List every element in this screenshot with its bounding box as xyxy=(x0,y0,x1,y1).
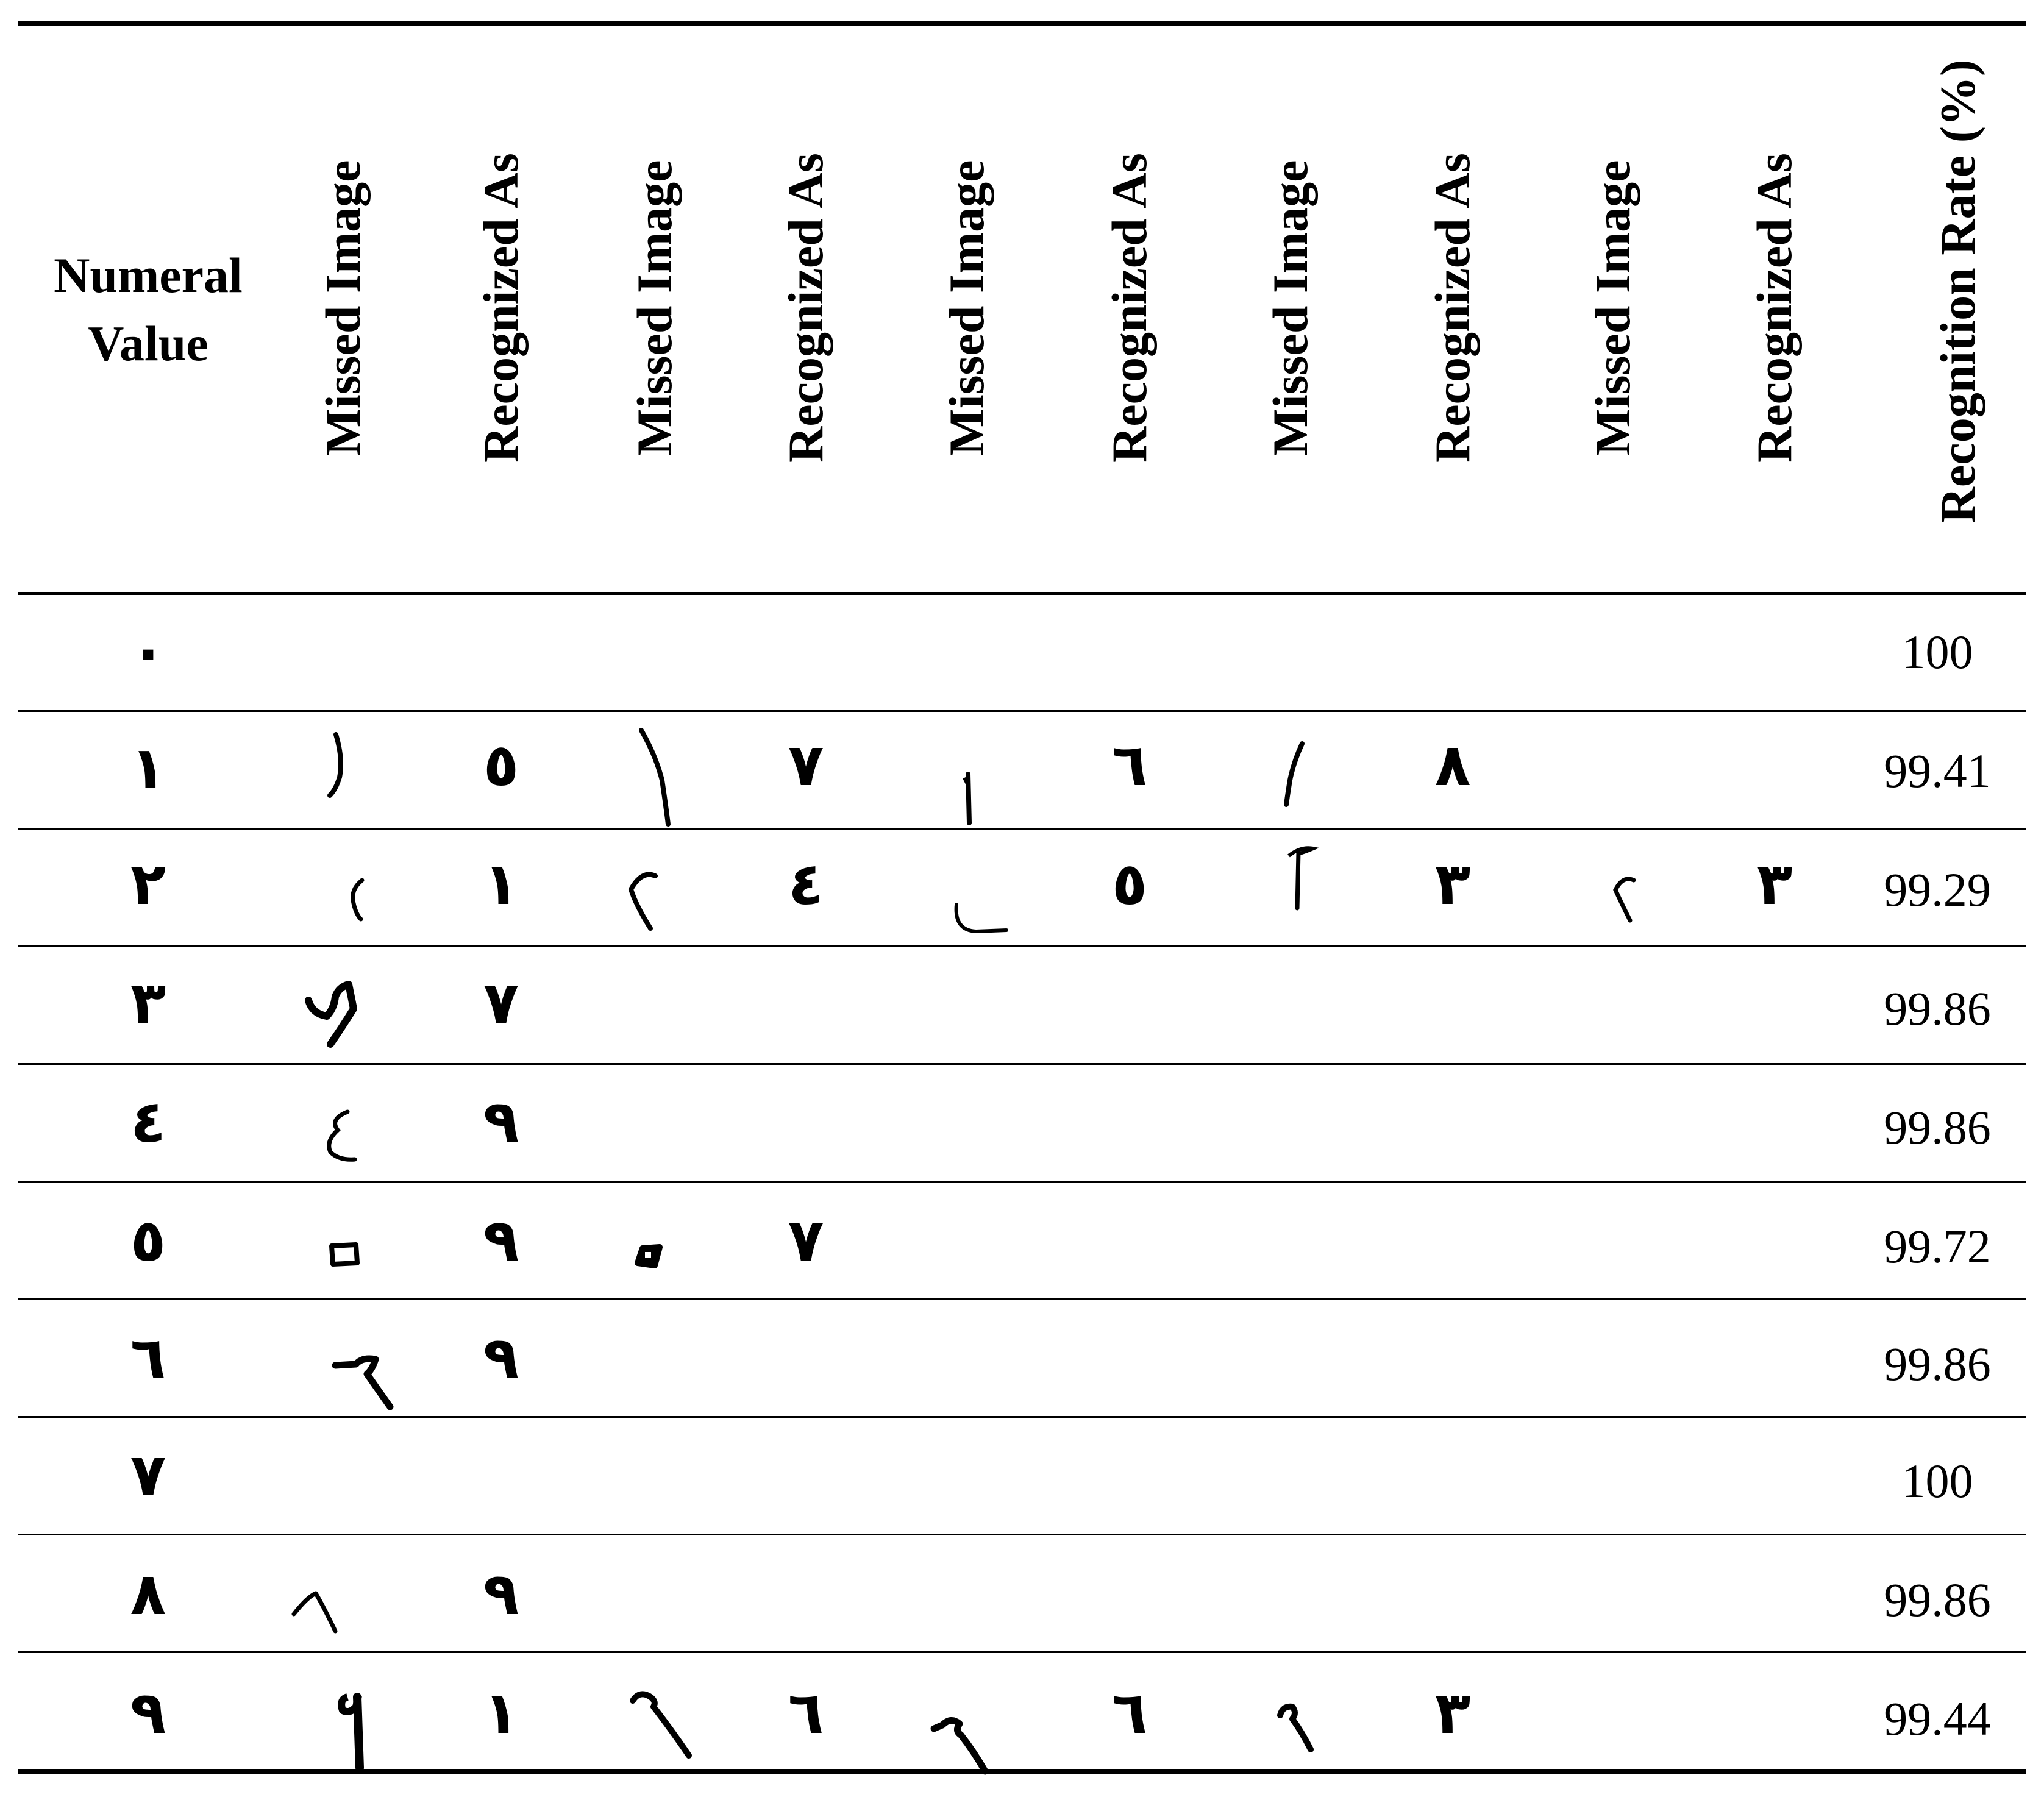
recognized-as-cell: ٧ xyxy=(483,969,519,1037)
recognized-as-cell: ٦ xyxy=(1111,1679,1148,1747)
missed-image xyxy=(329,1341,402,1414)
numeral-value-cell: ٦ xyxy=(130,1324,166,1392)
missed-image xyxy=(1275,738,1312,811)
recognized-as-cell: ٣ xyxy=(1756,850,1793,918)
missed-image xyxy=(313,728,355,808)
missed-image xyxy=(1268,1695,1329,1762)
recognized-as-cell: ٥ xyxy=(483,731,519,799)
row-rule xyxy=(18,710,2026,712)
missed-image xyxy=(1280,841,1329,920)
numeral-value-cell: ٩ xyxy=(130,1679,166,1747)
numeral-value-cell: ٠ xyxy=(130,617,166,685)
missed-image xyxy=(323,1237,366,1274)
header-recognized-as: Recognized As xyxy=(778,153,833,463)
header-rule xyxy=(18,592,2026,595)
recognition-rate-cell: 99.44 xyxy=(1884,1692,1991,1745)
recognition-rate-cell: 99.72 xyxy=(1884,1220,1991,1273)
numeral-value-cell: ٢ xyxy=(130,850,166,918)
header-missed-image: Missed Image xyxy=(1585,160,1640,456)
header-missed-image: Missed Image xyxy=(627,160,682,456)
missed-image xyxy=(613,863,668,936)
missed-image xyxy=(927,1701,1006,1780)
recognized-as-cell: ٧ xyxy=(788,731,824,799)
bottom-rule xyxy=(18,1769,2026,1774)
recognized-as-cell: ١ xyxy=(483,1679,519,1747)
row-rule xyxy=(18,1416,2026,1418)
row-rule xyxy=(18,1181,2026,1183)
header-missed-image: Missed Image xyxy=(1262,160,1318,456)
recognized-as-cell: ٥ xyxy=(1111,850,1148,918)
recognized-as-cell: ٨ xyxy=(1434,731,1471,799)
numeral-value-cell: ٥ xyxy=(130,1206,166,1275)
header-recognized-as: Recognized As xyxy=(1747,153,1802,463)
recognized-as-cell: ٩ xyxy=(483,1560,519,1628)
numeral-value-cell: ٣ xyxy=(130,969,166,1037)
row-rule xyxy=(18,1063,2026,1065)
recognition-rate-cell: 99.86 xyxy=(1884,1337,1991,1390)
missed-image xyxy=(955,762,985,829)
header-recognized-as: Recognized As xyxy=(473,153,529,463)
recognized-as-cell: ٤ xyxy=(788,850,824,918)
recognized-as-cell: ٩ xyxy=(483,1206,519,1275)
missed-image xyxy=(630,725,679,829)
header-recognition-rate: Recognition Rate (%) xyxy=(1930,59,1985,524)
missed-image xyxy=(287,1579,360,1640)
row-rule xyxy=(18,945,2026,947)
header-recognized-as: Recognized As xyxy=(1425,153,1480,463)
row-rule xyxy=(18,1534,2026,1535)
row-rule xyxy=(18,1298,2026,1300)
header-missed-image: Missed Image xyxy=(315,160,371,456)
numeral-value-cell: ٨ xyxy=(130,1560,166,1628)
recognized-as-cell: ٦ xyxy=(1111,731,1148,799)
recognition-rate-cell: 99.29 xyxy=(1884,863,1991,916)
recognized-as-cell: ٣ xyxy=(1434,850,1471,918)
header-recognized-as: Recognized As xyxy=(1102,153,1157,463)
recognized-as-cell: ٧ xyxy=(788,1206,824,1275)
recognized-as-cell: ٣ xyxy=(1434,1679,1471,1747)
missed-image xyxy=(1601,866,1643,933)
recognition-rate-cell: 99.86 xyxy=(1884,1101,1991,1154)
missed-image xyxy=(317,1103,366,1170)
recognition-rate-cell: 99.86 xyxy=(1884,1573,1991,1626)
missed-image xyxy=(948,896,1015,945)
header-numeral-value: Numeral Value xyxy=(54,247,243,371)
recognized-as-cell: ١ xyxy=(483,850,519,918)
row-rule xyxy=(18,828,2026,830)
numeral-value-cell: ٧ xyxy=(130,1441,166,1509)
recognition-rate-cell: 99.41 xyxy=(1884,744,1991,797)
missed-image xyxy=(628,1237,671,1280)
row-rule xyxy=(18,1651,2026,1653)
top-rule xyxy=(18,21,2026,26)
recognized-as-cell: ٩ xyxy=(483,1087,519,1156)
recognized-as-cell: ٦ xyxy=(788,1679,824,1747)
numeral-value-cell: ٤ xyxy=(130,1087,166,1156)
recognition-rate-cell: 100 xyxy=(1901,625,1973,678)
missed-image xyxy=(622,1682,701,1768)
recognized-as-cell: ٩ xyxy=(483,1324,519,1392)
numeral-value-cell: ١ xyxy=(130,734,166,802)
header-missed-image: Missed Image xyxy=(939,160,994,456)
missed-image xyxy=(299,972,366,1051)
missed-image xyxy=(341,872,372,927)
recognition-rate-cell: 99.86 xyxy=(1884,982,1991,1035)
recognition-rate-cell: 100 xyxy=(1901,1454,1973,1507)
missed-image xyxy=(329,1682,378,1774)
